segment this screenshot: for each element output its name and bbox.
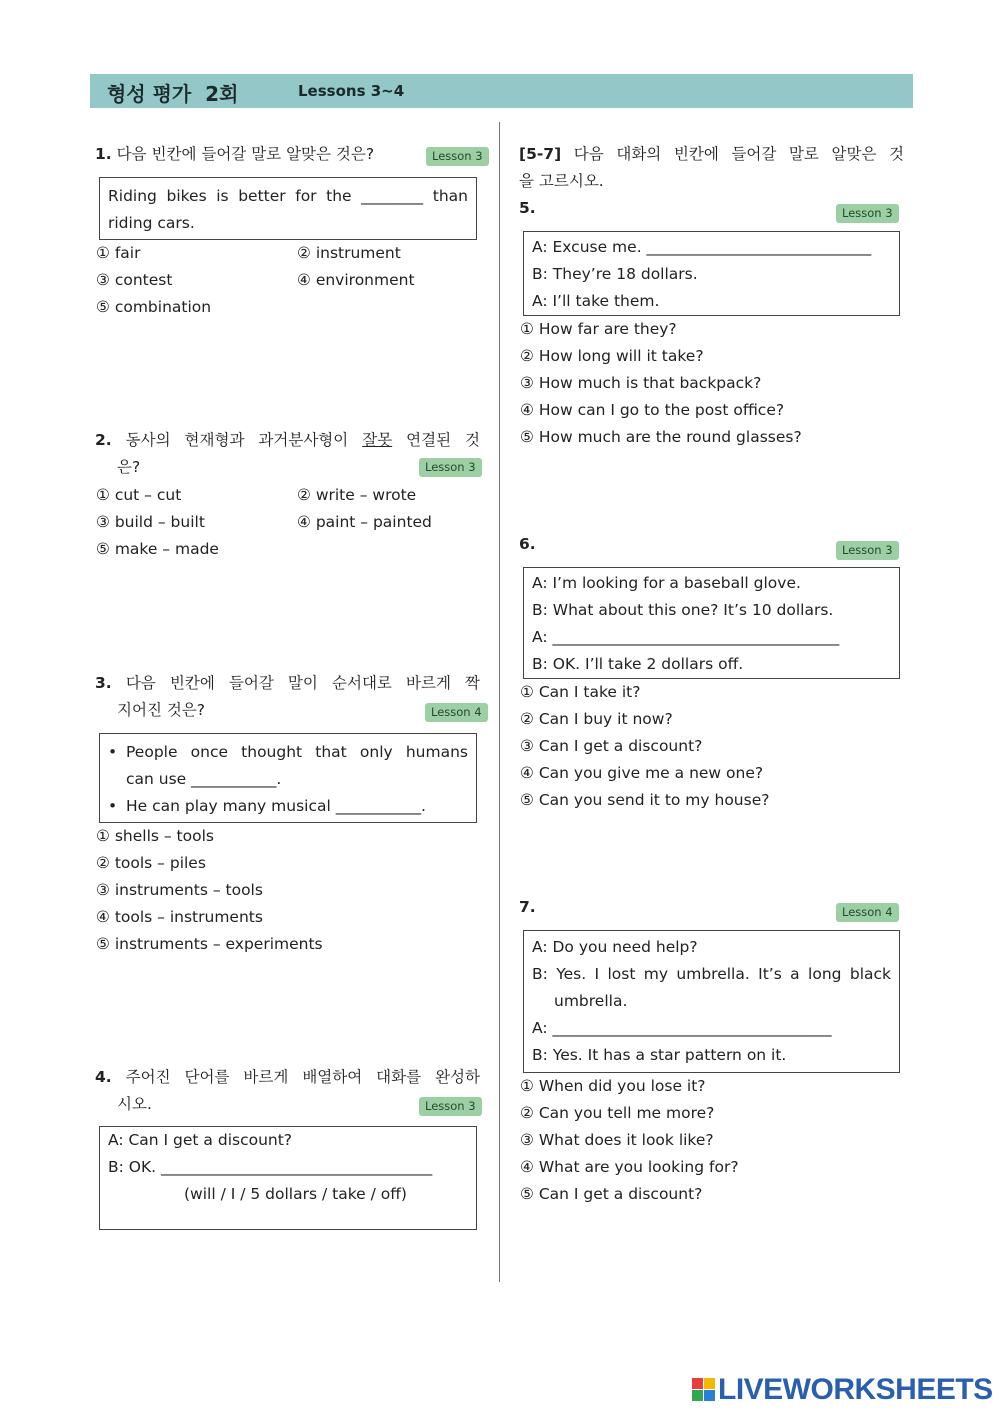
q6-option-3[interactable]: ③ Can I get a discount?	[520, 737, 703, 755]
q57-text-line-1: 다음 대화의 빈칸에 들어갈 말로 알맞은 것	[561, 145, 904, 163]
q7-box-line-4[interactable]: A: ____________________________________	[532, 1019, 832, 1037]
q6-box-line-3[interactable]: A: _____________________________________	[532, 628, 840, 646]
q5-option-2[interactable]: ② How long will it take?	[520, 347, 704, 365]
q6-option-4[interactable]: ④ Can you give me a new one?	[520, 764, 764, 782]
q5-box-line-1[interactable]: A: Excuse me. _____________________________	[532, 238, 872, 256]
q2-lesson-badge: Lesson 3	[419, 458, 482, 477]
q2-option-5[interactable]: ⑤ make – made	[96, 540, 219, 558]
q1-box-line-2: riding cars.	[108, 214, 195, 232]
q5-dialogue-box	[523, 231, 900, 316]
q7-box-line-3: umbrella.	[554, 992, 628, 1010]
worksheet-title: 형성 평가 2회	[107, 82, 239, 106]
q6-option-5[interactable]: ⑤ Can you send it to my house?	[520, 791, 770, 809]
q3-option-3[interactable]: ③ instruments – tools	[96, 881, 263, 899]
q4-box-line-2[interactable]: B: OK. ___________________________________	[108, 1158, 433, 1176]
q5-option-4[interactable]: ④ How can I go to the post office?	[520, 401, 785, 419]
q57-text-line-2: 을 고르시오.	[519, 172, 604, 190]
q2-text-underlined: 잘못	[362, 431, 393, 449]
q2-option-4[interactable]: ④ paint – painted	[297, 513, 432, 531]
q2-text-pre: 동사의 현재형과 과거분사형이	[125, 431, 363, 449]
q1-number: 1.	[95, 145, 112, 163]
q6-lesson-badge: Lesson 3	[836, 541, 899, 560]
q3-option-5[interactable]: ⑤ instruments – experiments	[96, 935, 323, 953]
q7-option-2[interactable]: ② Can you tell me more?	[520, 1104, 715, 1122]
q3-box-line-1: People once thought that only humans	[126, 743, 468, 761]
q3-option-1[interactable]: ① shells – tools	[96, 827, 214, 845]
q6-option-2[interactable]: ② Can I buy it now?	[520, 710, 673, 728]
q4-answer-box	[99, 1126, 477, 1230]
q4-number: 4.	[95, 1068, 112, 1086]
q7-option-1[interactable]: ① When did you lose it?	[520, 1077, 706, 1095]
q4-box-line-3: (will / I / 5 dollars / take / off)	[184, 1185, 407, 1203]
q6-box-line-2: B: What about this one? It’s 10 dollars.	[532, 601, 834, 619]
q4-text-line-1: 주어진 단어를 바르게 배열하여 대화를 완성하	[125, 1068, 480, 1086]
q2-text-post: 연결된 것	[392, 431, 480, 449]
question-3	[95, 670, 480, 724]
q3-text-line-1: 다음 빈칸에 들어갈 말이 순서대로 바르게 짝	[125, 674, 481, 692]
q57-range: [5-7]	[519, 145, 562, 163]
q7-box-line-1: A: Do you need help?	[532, 938, 698, 956]
q7-lesson-badge: Lesson 4	[836, 903, 899, 922]
q2-text-line-2: 은?	[117, 458, 141, 476]
q7-option-5[interactable]: ⑤ Can I get a discount?	[520, 1185, 703, 1203]
q1-option-4[interactable]: ④ environment	[297, 271, 415, 289]
q7-box-line-5: B: Yes. It has a star pattern on it.	[532, 1046, 787, 1064]
q3-lesson-badge: Lesson 4	[425, 703, 488, 722]
q1-text: 다음 빈칸에 들어갈 말로 알맞은 것은?	[116, 145, 375, 163]
q1-option-2[interactable]: ② instrument	[297, 244, 401, 262]
q5-lesson-badge: Lesson 3	[836, 204, 899, 223]
q3-option-2[interactable]: ② tools – piles	[96, 854, 206, 872]
q1-option-1[interactable]: ① fair	[96, 244, 141, 262]
q3-sentence-box	[99, 733, 477, 823]
header-bar	[90, 74, 913, 108]
q6-box-line-1: A: I’m looking for a baseball glove.	[532, 574, 801, 592]
q5-box-line-3: A: I’ll take them.	[532, 292, 660, 310]
q1-option-5[interactable]: ⑤ combination	[96, 298, 212, 316]
q3-option-4[interactable]: ④ tools – instruments	[96, 908, 263, 926]
logo-blocks-icon	[692, 1378, 716, 1402]
q7-number: 7.	[519, 898, 536, 916]
q1-option-3[interactable]: ③ contest	[96, 271, 173, 289]
lessons-subtitle: Lessons 3~4	[298, 82, 405, 100]
q3-number: 3.	[95, 674, 112, 692]
q2-option-3[interactable]: ③ build – built	[96, 513, 205, 531]
q2-number: 2.	[95, 431, 112, 449]
question-6	[519, 531, 536, 558]
q7-box-line-2: B: Yes. I lost my umbrella. It’s a long black	[532, 965, 891, 983]
q3-bullet-2: •	[108, 797, 118, 815]
q4-lesson-badge: Lesson 3	[419, 1097, 482, 1116]
logo-text: LIVEWORKSHEETS	[718, 1373, 993, 1406]
q7-option-4[interactable]: ④ What are you looking for?	[520, 1158, 739, 1176]
q6-number: 6.	[519, 535, 536, 553]
q5-option-1[interactable]: ① How far are they?	[520, 320, 677, 338]
question-7	[519, 894, 536, 921]
q3-box-line-2: can use ___________.	[126, 770, 282, 788]
q7-option-3[interactable]: ③ What does it look like?	[520, 1131, 714, 1149]
question-5	[519, 195, 536, 222]
q5-option-3[interactable]: ③ How much is that backpack?	[520, 374, 762, 392]
questions-5-7-instruction	[519, 141, 904, 195]
q3-bullet-1: •	[108, 743, 118, 761]
q6-option-1[interactable]: ① Can I take it?	[520, 683, 641, 701]
q5-number: 5.	[519, 199, 536, 217]
q1-lesson-badge: Lesson 3	[426, 147, 489, 166]
question-1	[95, 141, 374, 168]
q6-box-line-4: B: OK. I’ll take 2 dollars off.	[532, 655, 744, 673]
q3-box-line-3: He can play many musical ___________.	[126, 797, 426, 815]
q5-box-line-2: B: They’re 18 dollars.	[532, 265, 698, 283]
q4-text-line-2: 시오.	[117, 1095, 152, 1113]
column-divider	[499, 122, 500, 1282]
q2-option-1[interactable]: ① cut – cut	[96, 486, 182, 504]
q7-dialogue-box	[523, 930, 900, 1073]
q6-dialogue-box	[523, 567, 900, 679]
q2-option-2[interactable]: ② write – wrote	[297, 486, 417, 504]
q1-sentence-box	[99, 177, 477, 240]
liveworksheets-logo[interactable]	[692, 1374, 993, 1406]
q3-text-line-2: 지어진 것은?	[117, 701, 206, 719]
q4-box-line-1: A: Can I get a discount?	[108, 1131, 293, 1149]
q5-option-5[interactable]: ⑤ How much are the round glasses?	[520, 428, 802, 446]
q1-box-line-1: Riding bikes is better for the ________ than	[108, 187, 468, 205]
